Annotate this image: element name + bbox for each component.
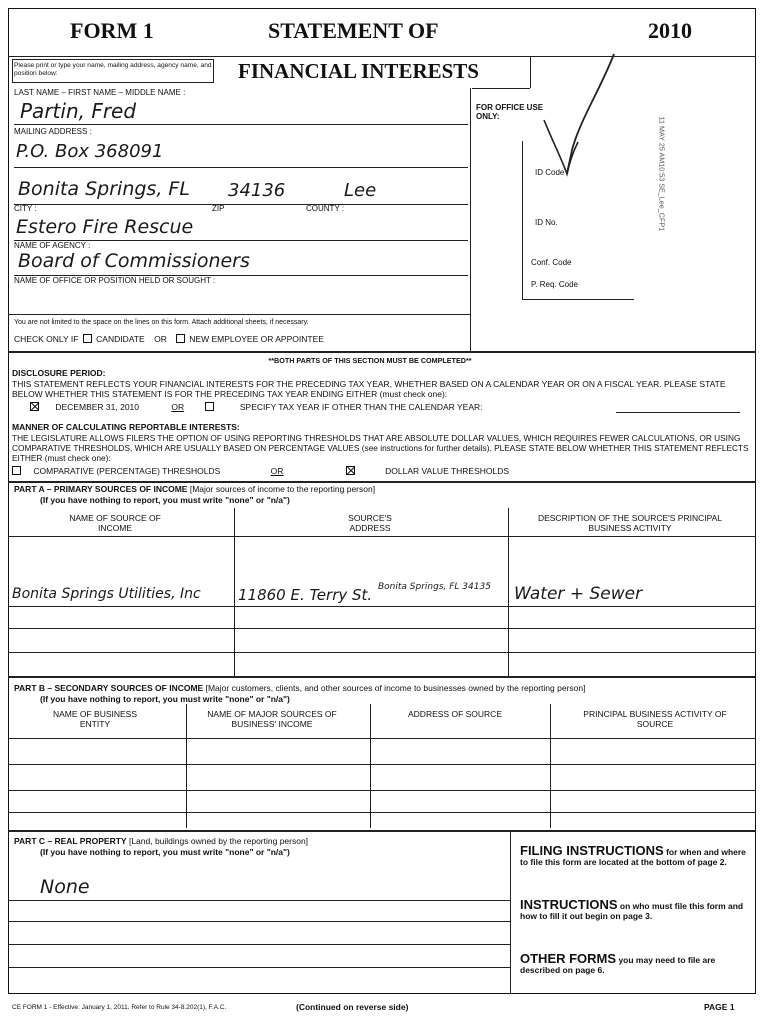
part-c-line-2 <box>8 921 510 922</box>
part-b-heading-row <box>14 683 585 693</box>
part-b-vline-2 <box>370 704 371 828</box>
office-value[interactable]: Board of Commissioners <box>18 250 250 272</box>
part-a-row-line-2 <box>8 628 756 629</box>
agency-label: NAME OF AGENCY : <box>14 241 91 250</box>
part-c-heading-note: [Land, buildings owned by the reporting person] <box>128 836 309 846</box>
part-a-row-line-3 <box>8 652 756 653</box>
city-label: CITY : <box>14 204 37 213</box>
part-c-sub: (If you have nothing to report, you must write "none" or "n/a") <box>40 847 290 857</box>
part-a-heading-note: [Major sources of income to the reporting person] <box>189 484 376 494</box>
manner-text: THE LEGISLATURE ALLOWS FILERS THE OPTION OF USING REPORTING THRESHOLDS THAT ARE ABSOLUTE DOLLAR VALUES, WHICH REQUIRES FEWER CALCULATIONS, OR USING COMPARATIVE THRESHOLDS, WHICH ARE USUALLY BASED ON PERCENTAGE VALUES (see instructions for further details). PLEASE STATE BELOW WHETHER THIS STATEMENT REFLECTS EITHER (must check one): <box>12 433 749 463</box>
mailing-line <box>14 167 468 168</box>
zip-label: ZIP <box>212 204 225 213</box>
instructions-left <box>510 830 511 994</box>
part-a-col2: SOURCE'S ADDRESS <box>348 513 392 533</box>
manner-heading: MANNER OF CALCULATING REPORTABLE INTERESTS: <box>12 422 240 432</box>
zip-value[interactable]: 34136 <box>228 180 286 201</box>
other-text: you may need to file are described on page 6. <box>520 955 716 975</box>
december-checkbox[interactable] <box>30 402 39 411</box>
check-only-label: CHECK ONLY IF <box>14 334 79 344</box>
instr-title: INSTRUCTIONS <box>520 897 618 912</box>
dollar-label: DOLLAR VALUE THRESHOLDS <box>385 466 510 476</box>
manner-options <box>12 466 712 476</box>
or-label: OR <box>154 334 167 344</box>
part-a-heading: PART A – PRIMARY SOURCES OF INCOME <box>14 484 188 494</box>
new-employee-label: NEW EMPLOYEE OR APPOINTEE <box>189 334 324 344</box>
part-a-vline-2 <box>508 508 509 676</box>
part-b-heading-note: [Major customers, clients, and other sources of income to businesses owned by the reporting person] <box>205 683 586 693</box>
must-complete: **BOTH PARTS OF THIS SECTION MUST BE COMPLETED** <box>268 356 472 365</box>
december-label: DECEMBER 31, 2010 <box>55 402 139 412</box>
conf-code-label: Conf. Code <box>531 258 572 267</box>
part-a-sub: (If you have nothing to report, you must write "none" or "n/a") <box>40 495 290 505</box>
part-b-vline-1 <box>186 704 187 828</box>
part-b-row-line-0 <box>8 738 756 739</box>
part-b-row-line-1 <box>8 764 756 765</box>
comparative-label: COMPARATIVE (PERCENTAGE) THRESHOLDS <box>33 466 221 476</box>
instr-text: on who must file this form and how to fill it out begin on page 3. <box>520 901 744 921</box>
office-use-label: FOR OFFICE USE ONLY: <box>476 103 544 121</box>
office-label: NAME OF OFFICE OR POSITION HELD OR SOUGHT : <box>14 276 216 285</box>
filing-title: FILING INSTRUCTIONS <box>520 843 664 858</box>
part-c-line-4 <box>8 967 510 968</box>
part-a-row-line-0 <box>8 536 756 537</box>
county-label: COUNTY : <box>306 204 345 213</box>
part-c-heading: PART C – REAL PROPERTY <box>14 836 127 846</box>
city-line <box>14 204 468 205</box>
filing-instructions <box>520 843 750 867</box>
period-options <box>30 402 730 412</box>
receipt-stamp: 11 MAY 25 AM10:53 SE_Lee_CFP1 <box>657 116 667 232</box>
form-label: FORM 1 <box>70 18 154 43</box>
county-value[interactable]: Lee <box>344 180 377 201</box>
dollar-checkbox[interactable] <box>346 466 355 475</box>
name-label: LAST NAME – FIRST NAME – MIDDLE NAME : <box>14 88 186 97</box>
office-panel-left <box>470 88 471 351</box>
section-divider-1 <box>8 351 756 353</box>
part-a-r1-name[interactable]: Bonita Springs Utilities, Inc <box>12 586 201 602</box>
part-a-col1: NAME OF SOURCE OF INCOME <box>69 513 161 533</box>
section-divider-4 <box>8 830 756 832</box>
form-year: 2010 <box>648 18 692 43</box>
part-b-col4: PRINCIPAL BUSINESS ACTIVITY OF SOURCE <box>583 709 727 729</box>
comparative-checkbox[interactable] <box>12 466 21 475</box>
mailing-label: MAILING ADDRESS : <box>14 127 92 136</box>
part-b-col2: NAME OF MAJOR SOURCES OF BUSINESS' INCOME <box>207 709 337 729</box>
part-a-heading-row <box>14 484 375 494</box>
part-c-value[interactable]: None <box>40 876 90 898</box>
p-req-code-label: P. Req. Code <box>531 280 578 289</box>
filing-text: for when and where to file this form are located at the bottom of page 2. <box>520 847 746 867</box>
part-b-row-line-2 <box>8 790 756 791</box>
instructions-block <box>520 897 750 921</box>
specify-line <box>616 412 740 413</box>
footer-left: CE FORM 1 - Effective: January 1, 2011. Refer to Rule 34-8.202(1), F.A.C. <box>12 1004 227 1011</box>
part-b-vline-3 <box>550 704 551 828</box>
part-b-col3: ADDRESS OF SOURCE <box>408 709 502 719</box>
candidate-checkbox[interactable] <box>83 334 92 343</box>
footer-continued: (Continued on reverse side) <box>296 1002 409 1012</box>
check-only-row <box>14 334 324 344</box>
header-divider <box>8 56 756 57</box>
specify-label: SPECIFY TAX YEAR IF OTHER THAN THE CALENDAR YEAR: <box>239 402 483 412</box>
footer-page: PAGE 1 <box>704 1002 735 1012</box>
print-instruction: Please print or type your name, mailing address, agency name, and position below: <box>14 62 212 77</box>
space-note-top <box>8 314 470 315</box>
handwritten-arrow-icon <box>520 50 630 185</box>
part-a-row-line-1 <box>8 606 756 607</box>
period-heading: DISCLOSURE PERIOD: <box>12 368 106 378</box>
space-note: You are not limited to the space on the lines on this form. Attach additional sheets, if necessary. <box>14 319 309 326</box>
name-value[interactable]: Partin, Fred <box>20 99 137 123</box>
part-a-r1-address[interactable]: 11860 E. Terry St. <box>238 586 373 604</box>
other-forms-block <box>520 951 750 975</box>
specify-checkbox[interactable] <box>205 402 214 411</box>
candidate-label: CANDIDATE <box>96 334 145 344</box>
part-c-line-1 <box>8 900 510 901</box>
city-value[interactable]: Bonita Springs, FL <box>18 178 190 200</box>
section-divider-3 <box>8 676 756 678</box>
part-b-sub: (If you have nothing to report, you must write "none" or "n/a") <box>40 694 290 704</box>
other-title: OTHER FORMS <box>520 951 617 966</box>
part-b-row-line-3 <box>8 812 756 813</box>
form-title-line2: FINANCIAL INTERESTS <box>238 59 479 83</box>
part-a-vline-1 <box>234 508 235 676</box>
name-line <box>14 124 468 125</box>
part-b-col1: NAME OF BUSINESS ENTITY <box>52 709 138 729</box>
id-no-label: ID No. <box>535 218 558 227</box>
print-instruction-box <box>12 59 214 83</box>
part-b-heading: PART B – SECONDARY SOURCES OF INCOME <box>14 683 204 693</box>
form-title-line1: STATEMENT OF <box>268 18 439 43</box>
period-or-label: OR <box>171 402 185 412</box>
part-a-r1-activity[interactable]: Water + Sewer <box>514 584 643 604</box>
id-code-label: ID Code <box>535 168 565 177</box>
agency-value[interactable]: Estero Fire Rescue <box>16 216 194 238</box>
mailing-value[interactable]: P.O. Box 368091 <box>16 141 164 162</box>
part-c-heading-row <box>14 836 308 846</box>
part-a-r1-address2[interactable]: Bonita Springs, FL 34135 <box>378 582 491 592</box>
section-divider-2 <box>8 481 756 483</box>
manner-or-label: OR <box>270 466 284 476</box>
new-employee-checkbox[interactable] <box>176 334 185 343</box>
period-text: THIS STATEMENT REFLECTS YOUR FINANCIAL INTERESTS FOR THE PRECEDING TAX YEAR, WHETHER BASED ON A CALENDAR YEAR OR ON A FISCAL YEAR. PLEASE STATE BELOW WHETHER THIS STATEMENT IS FOR THE PRECEDING TAX YEAR ENDING EITHER (must check one): <box>12 379 726 399</box>
part-c-line-3 <box>8 944 510 945</box>
part-a-col3: DESCRIPTION OF THE SOURCE'S PRINCIPAL BUSINESS ACTIVITY <box>537 513 723 533</box>
